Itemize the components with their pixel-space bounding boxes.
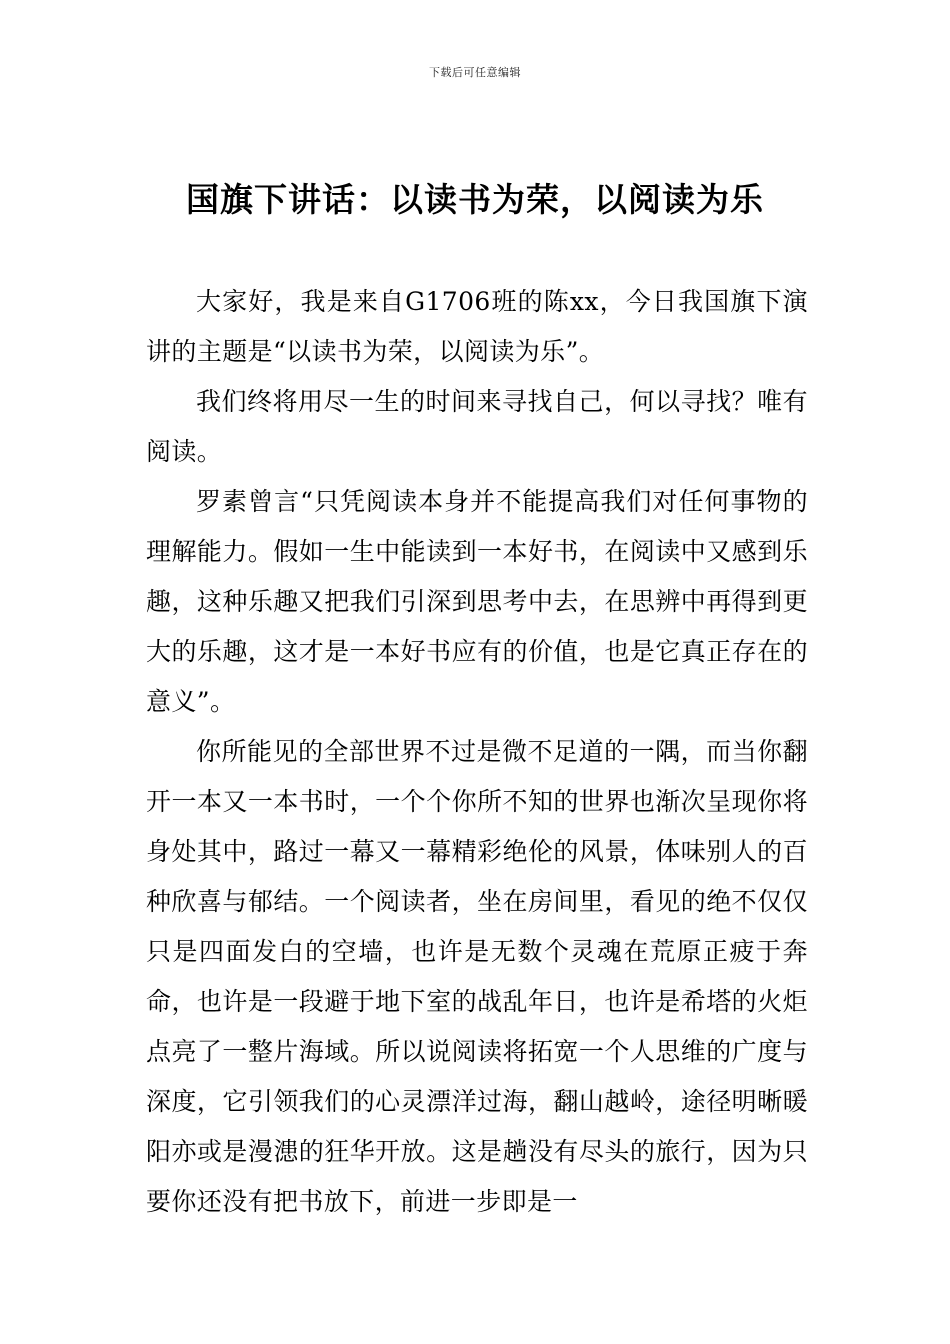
paragraph-finding-self: 我们终将用尽一生的时间来寻找自己，何以寻找？唯有阅读。 [146,387,808,466]
page-header-note: 下载后可任意编辑 [429,66,521,79]
paragraph-greeting: 大家好，我是来自G1706班的陈xx，今日我国旗下演讲的主题是“以读书为荣，以阅读为乐”。 [146,287,808,366]
document-title: 国旗下讲话：以读书为荣，以阅读为乐 [186,180,764,219]
paragraph-world-of-books: 你所能见的全部世界不过是微不足道的一隅，而当你翻开一本又一本书时，一个个你所不知的世界也渐次呈现你将身处其中，路过一幕又一幕精彩绝伦的风景，体味别人的百种欣喜与郁结。一个阅读者，坐在房间里，看见的绝不仅仅只是四面发白的空墙，也许是无数个灵魂在荒原正疲于奔命，也许是一段避于地下室的战乱年日，也许是希塔的火炬点亮了一整片海域。所以说阅读将拓宽一个人思维的广度与深度，它引领我们的心灵漂洋过海，翻山越岭，途径明晰暖阳亦或是漫漶的狂华开放。这是趟没有尽头的旅行，因为只要你还没有把书放下，前进一步即是一 [146,737,808,1216]
paragraph-russell-quote: 罗素曾言“只凭阅读本身并不能提高我们对任何事物的理解能力。假如一生中能读到一本好书，在阅读中又感到乐趣，这种乐趣又把我们引深到思考中去，在思辨中再得到更大的乐趣，这才是一本好书应有的价值，也是它真正存在的意义”。 [146,487,808,716]
document-body [146,277,808,1227]
